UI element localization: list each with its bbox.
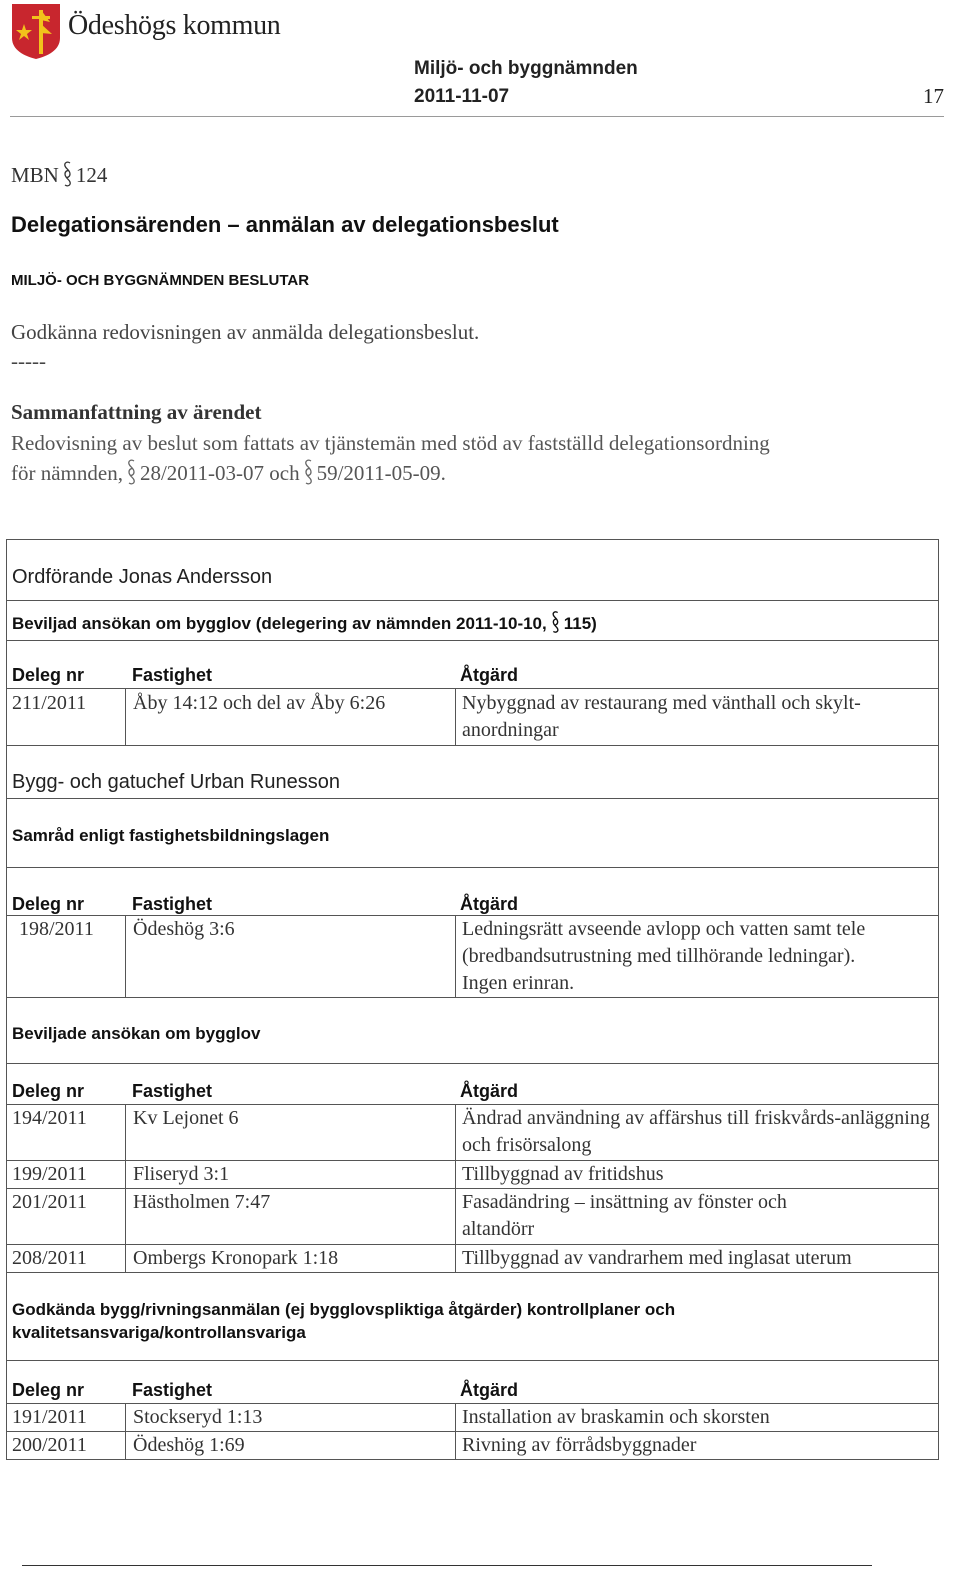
cell-fastighet: Ombergs Kronopark 1:18 xyxy=(126,1245,456,1272)
cell-atgard: Rivning av förrådsbyggnader xyxy=(462,1434,697,1456)
section-sign-icon xyxy=(127,458,136,486)
separator-dashes: ----- xyxy=(11,349,46,373)
cell-atgard: Tillbyggnad av vandrarhem med inglasat uterum xyxy=(462,1247,852,1269)
cell-fastighet: Ödeshög 3:6 xyxy=(126,916,456,997)
cell-atgard: Tillbyggnad av fritidshus xyxy=(462,1163,664,1185)
table-row xyxy=(7,915,938,998)
section-subheading: Godkända bygg/rivningsanmälan (ej bygglovspliktiga åtgärder) kontrollplaner och kvalitetsansvariga/kontrollansvariga xyxy=(7,1273,938,1361)
col-atgard: Åtgärd xyxy=(460,665,518,685)
col-deleg-nr: Deleg nr xyxy=(12,665,85,685)
decision-text: Godkänna redovisningen av anmälda delegationsbeslut. xyxy=(11,320,480,344)
cell-deleg-nr: 201/2011 xyxy=(7,1189,126,1244)
section-subheading: Beviljade ansökan om bygglov xyxy=(7,998,938,1064)
table-row xyxy=(7,1245,938,1273)
cell-fastighet: Åby 14:12 och del av Åby 6:26 xyxy=(126,689,456,745)
cell-deleg-nr: 200/2011 xyxy=(7,1432,126,1459)
col-fastighet: Fastighet xyxy=(132,1081,213,1101)
column-header-row xyxy=(7,1361,938,1403)
cell-deleg-nr: 211/2011 xyxy=(7,689,126,745)
section-sign-icon xyxy=(304,458,313,486)
section-heading-chair: Ordförande Jonas Andersson xyxy=(7,540,938,601)
decision-heading: MILJÖ- OCH BYGGNÄMNDEN BESLUTAR xyxy=(11,272,310,289)
col-atgard: Åtgärd xyxy=(460,894,518,914)
table-row xyxy=(7,1432,938,1460)
subheading-ref: 115) xyxy=(563,614,597,633)
column-header-row xyxy=(7,641,938,688)
municipality-logo xyxy=(10,2,62,60)
cell-deleg-nr: 198/2011 xyxy=(7,916,126,997)
header-divider xyxy=(10,116,944,117)
table-row xyxy=(7,688,938,746)
organization-name: Ödeshögs kommun xyxy=(68,10,281,41)
column-header-row xyxy=(7,1064,938,1104)
cell-fastighet: Kv Lejonet 6 xyxy=(126,1105,456,1160)
cell-deleg-nr: 208/2011 xyxy=(7,1245,126,1272)
page-number: 17 xyxy=(923,84,944,108)
table-row xyxy=(7,1104,938,1161)
cell-atgard: Installation av braskamin och skorsten xyxy=(462,1406,770,1428)
cell-fastighet: Stockseryd 1:13 xyxy=(126,1404,456,1431)
col-deleg-nr: Deleg nr xyxy=(12,1081,85,1101)
cell-deleg-nr: 191/2011 xyxy=(7,1404,126,1431)
document-title: Delegationsärenden – anmälan av delegationsbeslut xyxy=(11,212,559,237)
col-deleg-nr: Deleg nr xyxy=(12,1380,85,1400)
cell-fastighet: Fliseryd 3:1 xyxy=(126,1161,456,1188)
mbn-prefix: MBN xyxy=(11,163,59,187)
board-name: Miljö- och byggnämnden xyxy=(414,58,638,79)
section-subheading: Samråd enligt fastighetsbildningslagen xyxy=(7,799,938,868)
summary-line-1: Redovisning av beslut som fattats av tjänstemän med stöd av fastställd delegationsordning xyxy=(11,431,770,455)
col-fastighet: Fastighet xyxy=(132,665,213,685)
meeting-date: 2011-11-07 xyxy=(414,86,510,107)
summary-heading: Sammanfattning av ärendet xyxy=(11,400,262,424)
section-heading-chief: Bygg- och gatuchef Urban Runesson xyxy=(7,746,938,799)
column-header-row xyxy=(7,868,938,915)
section-sign-icon xyxy=(63,160,72,188)
mbn-number: 124 xyxy=(75,163,108,187)
cell-atgard: Nybyggnad av restaurang med vänthall och skylt-anordningar xyxy=(462,692,861,741)
section-sign-icon xyxy=(551,610,560,634)
col-atgard: Åtgärd xyxy=(460,1081,518,1101)
cell-atgard: Ledningsrätt avseende avlopp och vatten samt tele (bredbandsutrustning med tillhörande ledningar). Ingen erinran. xyxy=(462,918,866,994)
cell-atgard: Ändrad användning av affärshus till friskvårds-anläggning och frisörsalong xyxy=(462,1107,930,1156)
cell-fastighet: Hästholmen 7:47 xyxy=(126,1189,456,1244)
section-subheading xyxy=(7,601,938,641)
summary-line-2 xyxy=(11,458,911,488)
cell-atgard: Fasadändring – insättning av fönster och altandörr xyxy=(462,1191,787,1240)
table-row xyxy=(7,1161,938,1189)
col-fastighet: Fastighet xyxy=(132,894,213,914)
footer-rule xyxy=(22,1565,872,1566)
summary-text xyxy=(11,429,911,488)
col-atgard: Åtgärd xyxy=(460,1380,518,1400)
col-deleg-nr: Deleg nr xyxy=(12,894,85,914)
table-row xyxy=(7,1189,938,1245)
col-fastighet: Fastighet xyxy=(132,1380,213,1400)
summary-part-b: 28/2011-03-07 och xyxy=(139,461,300,485)
cell-deleg-nr: 194/2011 xyxy=(7,1105,126,1160)
cell-fastighet: Ödeshög 1:69 xyxy=(126,1432,456,1459)
subheading-text: Beviljad ansökan om bygglov (delegering av nämnden 2011-10-10, xyxy=(12,614,547,633)
paragraph-number xyxy=(11,160,107,188)
summary-part-a: för nämnden, xyxy=(11,461,123,485)
summary-part-c: 59/2011-05-09. xyxy=(316,461,446,485)
table-row xyxy=(7,1403,938,1432)
cell-deleg-nr: 199/2011 xyxy=(7,1161,126,1188)
delegation-table xyxy=(6,539,939,1460)
